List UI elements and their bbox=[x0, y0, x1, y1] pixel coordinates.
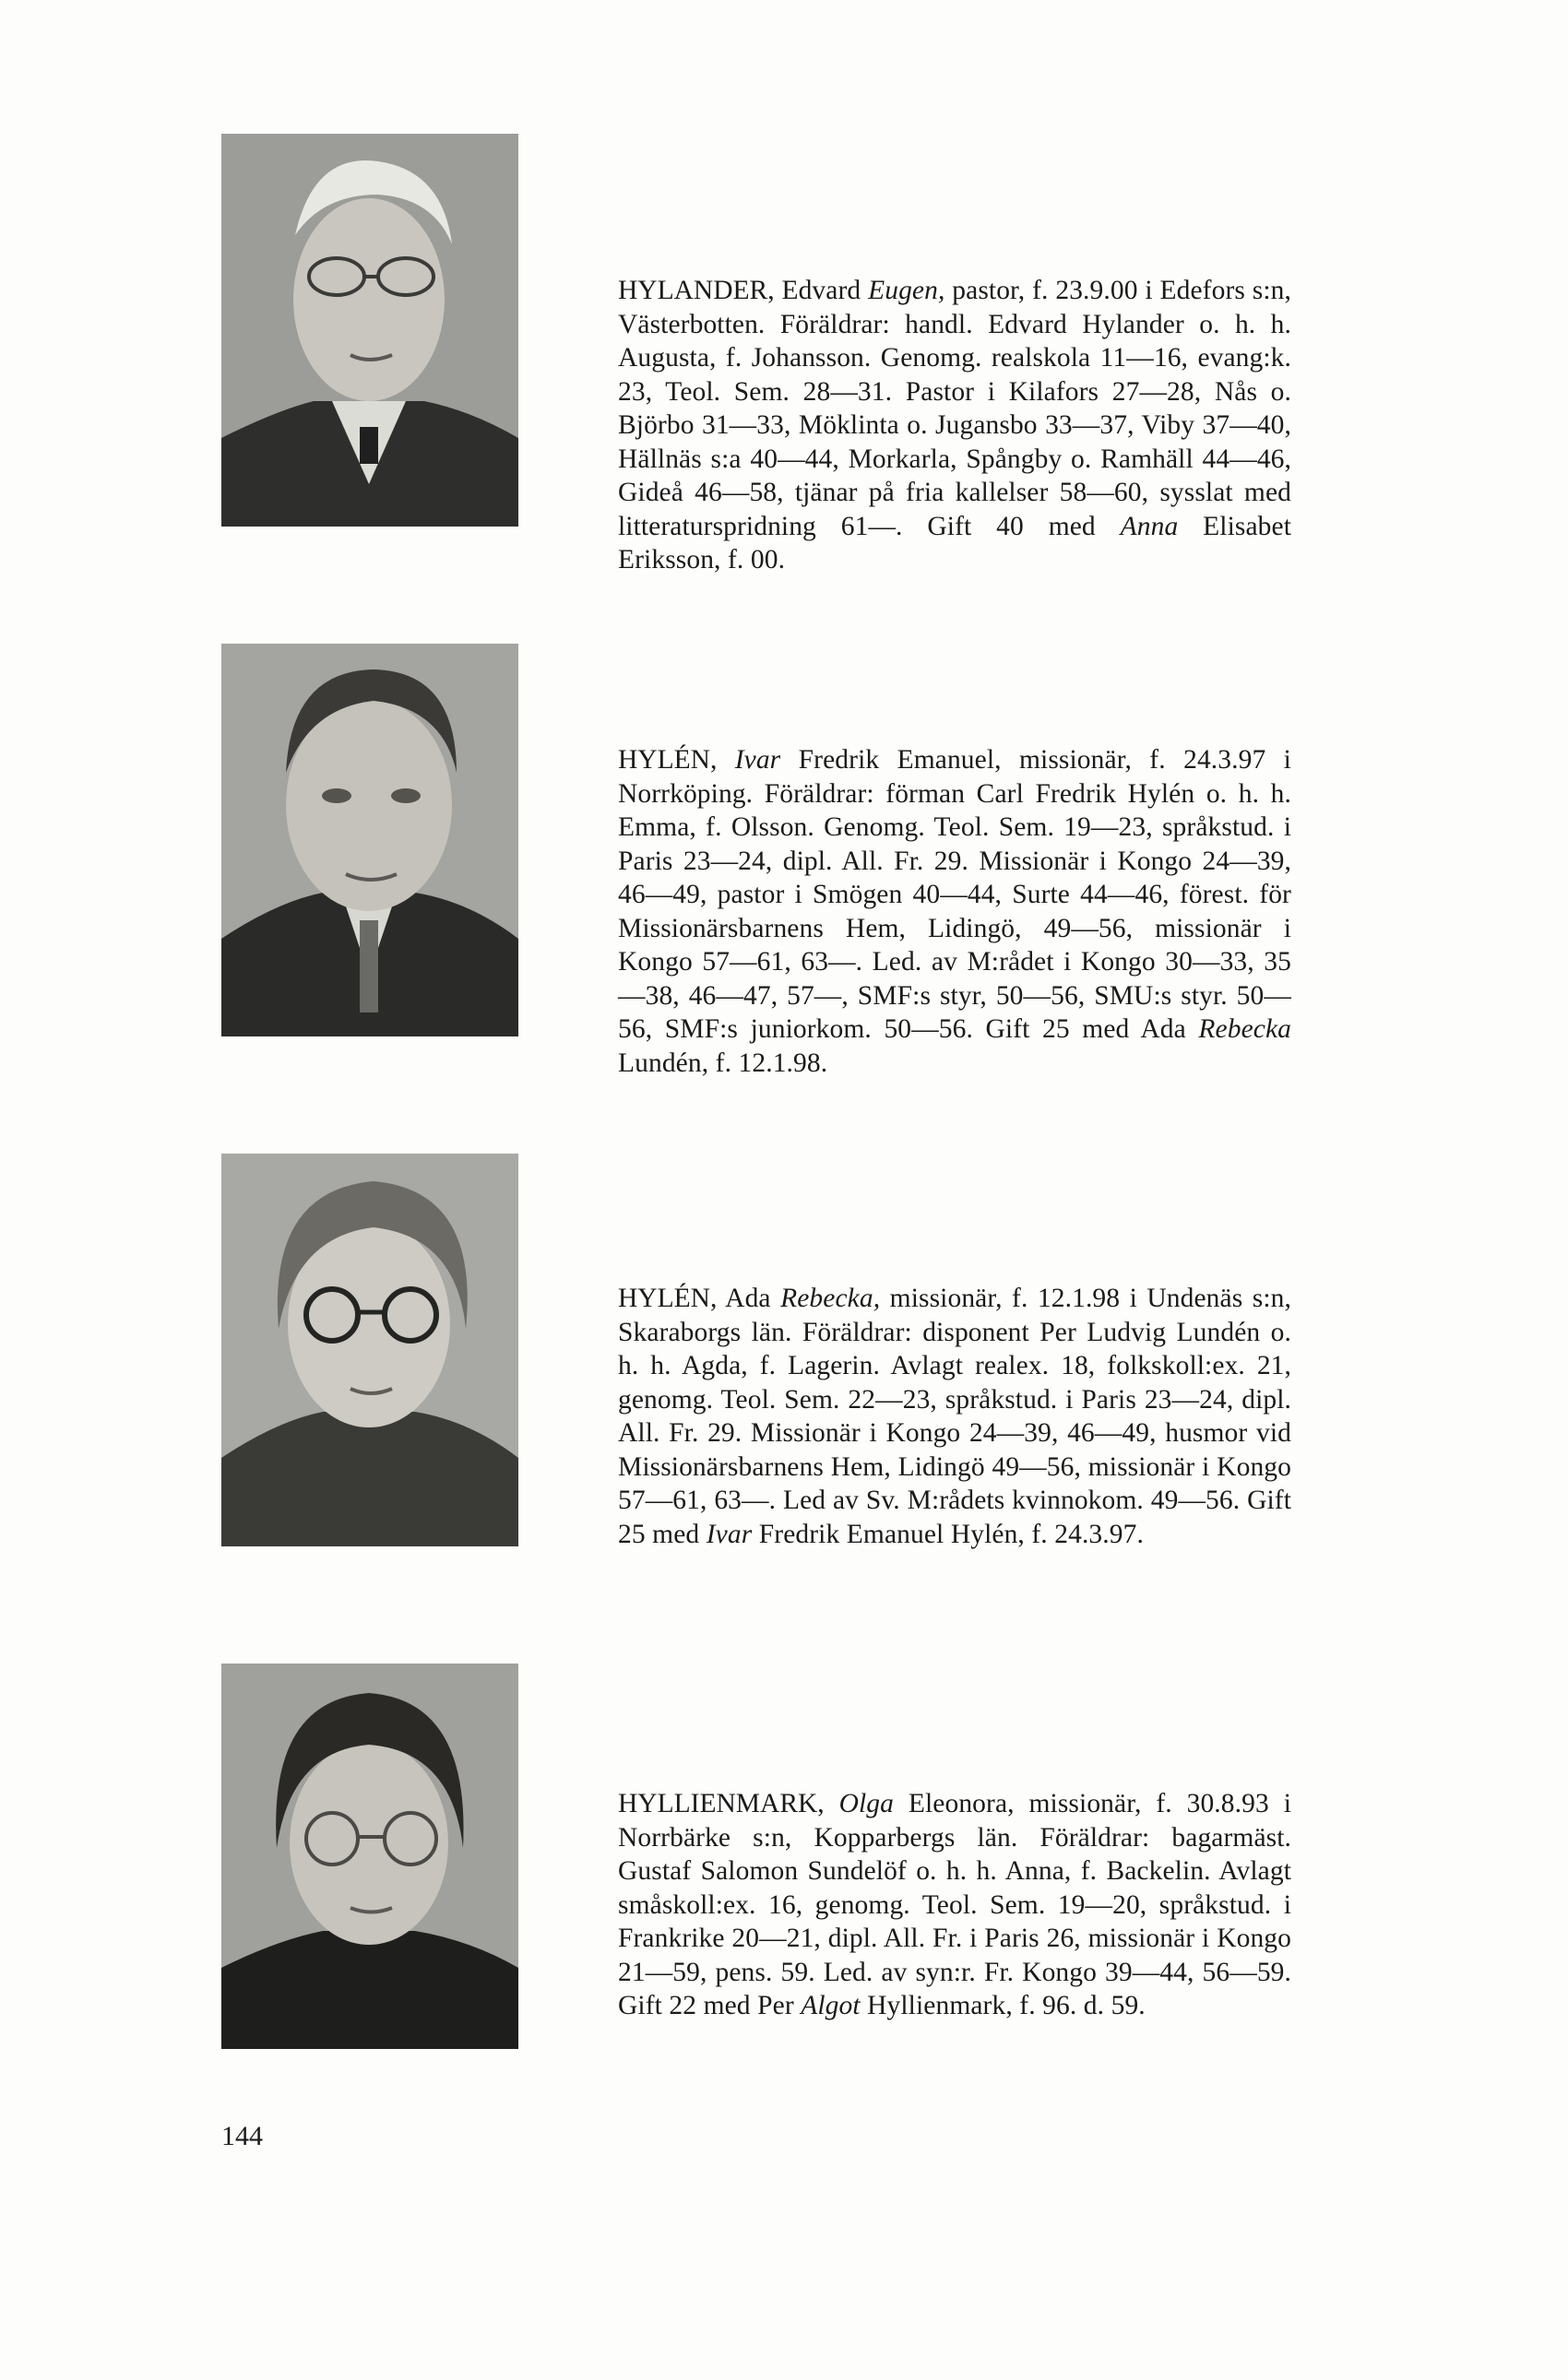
portrait-photo-2 bbox=[221, 644, 518, 1036]
surname: HYLÉN, bbox=[618, 1284, 718, 1313]
portrait-photo-4 bbox=[221, 1664, 518, 2049]
biography-text-4: HYLLIENMARK, Olga Eleonora, missionär, f. 30.8.93 i Norrbärke s:n, Kopparbergs län. Föräldrar: bagarmäst. Gustaf Salomon Sundelöf o. h. h. Anna, f. Backelin. Avlagt småskoll:ex. 16, genomg. Teol. Sem. 19—20, språkstud. i Frankrike 20—21, dipl. All. Fr. i Paris 26, missionär i Kongo 21—59, pens. 59. Led. av syn:r. Fr. Kongo 39—44, 56—59. Gift 22 med Per Algot Hyllienmark, f. 96. d. 59. bbox=[618, 1789, 1291, 2020]
page-number: 144 bbox=[221, 2121, 263, 2151]
portrait-photo-3 bbox=[221, 1154, 518, 1546]
surname: HYLLIENMARK, bbox=[618, 1789, 825, 1818]
surname: HYLÉN, bbox=[618, 745, 718, 775]
biography-text-3: HYLÉN, Ada Rebecka, missionär, f. 12.1.98 i Undenäs s:n, Skaraborgs län. Föräldrar: disponent Per Ludvig Lundén o. h. h. Agda, f. Lagerin. Avlagt realex. 18, folkskoll:ex. 21, genomg. Teol. Sem. 22—23, språkstud. i Paris 23—24, dipl. All. Fr. 29. Missionär i Kongo 24—39, 46—49, husmor vid Missionärsbarnens Hem, Lidingö 49—56, missionär i Kongo 57—61, 63—. Led av Sv. M:rådets kvinnokom. 49—56. Gift 25 med Ivar Fredrik Emanuel Hylén, f. 24.3.97. bbox=[618, 1284, 1291, 1549]
biography-text-1: HYLANDER, Edvard Eugen, pastor, f. 23.9.00 i Edefors s:n, Västerbotten. Föräldrar: handl. Edvard Hylander o. h. h. Augusta, f. Johansson. Genomg. realskola 11—16, evang:k. 23, Teol. Sem. 28—31. Pastor i Kilafors 27—28, Nås o. Björbo 31—33, Möklinta o. Jugansbo 33—37, Viby 37—40, Hällnäs s:a 40—44, Morkarla, Spångby o. Ramhäll 44—46, Gideå 46—58, tjänar på fria kallelser 58—60, sysslat med litteraturspridning 61—. Gift 40 med Anna Elisabet Eriksson, f. 00. bbox=[618, 276, 1291, 574]
biography-text-2: HYLÉN, Ivar Fredrik Emanuel, missionär, f. 24.3.97 i Norrköping. Föräldrar: förman Carl Fredrik Hylén o. h. h. Emma, f. Olsson. Genomg. Teol. Sem. 19—23, språkstud. i Paris 23—24, dipl. All. Fr. 29. Missionär i Kongo 24—39, 46—49, pastor i Smögen 40—44, Surte 44—46, förest. för Missionärsbarnens Hem, Lidingö, 49—56, missionär i Kongo 57—61, 63—. Led. av M:rådet i Kongo 30—33, 35—38, 46—47, 57—, SMF:s styr, 50—56, SMU:s styr. 50—56, SMF:s juniorkom. 50—56. Gift 25 med Ada Rebecka Lundén, f. 12.1.98. bbox=[618, 745, 1291, 1078]
surname: HYLANDER, bbox=[618, 276, 775, 305]
portrait-photo-1 bbox=[221, 134, 518, 527]
